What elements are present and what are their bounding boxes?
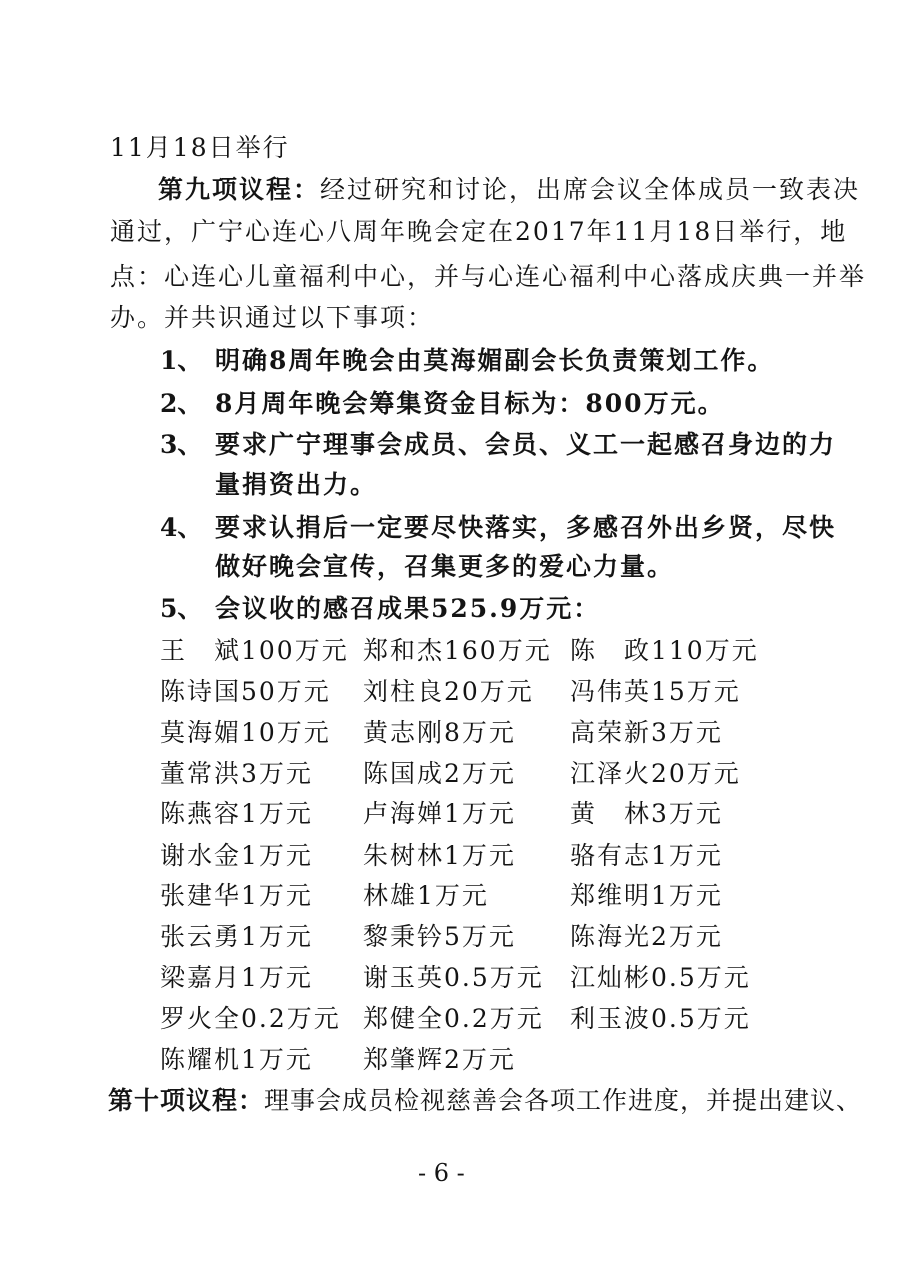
donor-entry: 冯伟英15万元 [570, 677, 741, 706]
donor-entry: 陈国成2万元 [363, 759, 516, 788]
donor-entry: 黄 林3万元 [570, 799, 723, 828]
item-4-number: 4、 [160, 513, 203, 542]
donor-entry: 郑和杰160万元 [363, 636, 552, 665]
donor-entry: 黎秉钤5万元 [363, 922, 516, 951]
item10-text: 理事会成员检视慈善会各项工作进度，并提出建议、 [264, 1086, 863, 1115]
donor-entry: 高荣新3万元 [570, 718, 723, 747]
item9-line1 [158, 173, 860, 207]
item-3-text-line2: 量捐资出力。 [215, 470, 378, 499]
item9-line2: 通过，广宁心连心八周年晚会定在2017年11月18日举行，地 [110, 217, 848, 246]
donor-entry: 郑健全0.2万元 [363, 1004, 544, 1033]
item-1-number: 1、 [160, 346, 203, 375]
donor-entry: 朱树林1万元 [363, 841, 516, 870]
donor-entry: 张云勇1万元 [160, 922, 313, 951]
donor-entry: 江灿彬0.5万元 [570, 963, 751, 992]
donor-entry: 郑维明1万元 [570, 881, 723, 910]
item-5-text: 会议收的感召成果525.9万元： [215, 594, 601, 623]
donor-entry: 陈海光2万元 [570, 922, 723, 951]
donor-entry: 莫海媚10万元 [160, 718, 331, 747]
donor-entry: 骆有志1万元 [570, 841, 723, 870]
donor-entry: 陈 政110万元 [570, 636, 759, 665]
item9-heading: 第九项议程： [158, 175, 321, 204]
donor-entry: 黄志刚8万元 [363, 718, 516, 747]
donor-entry: 郑肇辉2万元 [363, 1045, 516, 1074]
donor-entry: 陈燕容1万元 [160, 799, 313, 828]
donor-entry: 陈诗国50万元 [160, 677, 331, 706]
item10-line [108, 1084, 862, 1118]
page-number: - 6 - [418, 1159, 465, 1187]
donor-entry: 林雄1万元 [363, 881, 489, 910]
donor-entry: 梁嘉月1万元 [160, 963, 313, 992]
item-2-number: 2、 [160, 389, 203, 418]
item-2-text: 8月周年晚会筹集资金目标为：800万元。 [215, 389, 725, 418]
item-4-text-line2: 做好晚会宣传，召集更多的爱心力量。 [215, 552, 675, 581]
item-1-text: 明确8周年晚会由莫海媚副会长负责策划工作。 [215, 346, 775, 375]
item10-heading: 第十项议程： [108, 1086, 265, 1115]
donor-entry: 利玉波0.5万元 [570, 1004, 751, 1033]
item-4-text-line1: 要求认捐后一定要尽快落实，多感召外出乡贤，尽快 [215, 513, 837, 542]
intro-line: 11月18日举行 [110, 133, 290, 162]
item9-line3: 点：心连心儿童福利中心，并与心连心福利中心落成庆典一并举 [110, 262, 867, 291]
donor-entry: 卢海婵1万元 [363, 799, 516, 828]
item-3-text-line1: 要求广宁理事会成员、会员、义工一起感召身边的力 [215, 430, 837, 459]
item9-text1: 经过研究和讨论，出席会议全体成员一致表决 [320, 175, 861, 204]
donor-entry: 刘柱良20万元 [363, 677, 534, 706]
donor-entry: 江泽火20万元 [570, 759, 741, 788]
donor-entry: 王 斌100万元 [160, 636, 349, 665]
item-5-number: 5、 [160, 594, 203, 623]
donor-entry: 罗火全0.2万元 [160, 1004, 341, 1033]
item9-line4: 办。并共识通过以下事项： [110, 303, 435, 332]
donor-entry: 董常洪3万元 [160, 759, 313, 788]
donor-entry: 陈耀机1万元 [160, 1045, 313, 1074]
item-3-number: 3、 [160, 430, 203, 459]
donor-entry: 张建华1万元 [160, 881, 313, 910]
donor-entry: 谢水金1万元 [160, 841, 313, 870]
donor-entry: 谢玉英0.5万元 [363, 963, 544, 992]
